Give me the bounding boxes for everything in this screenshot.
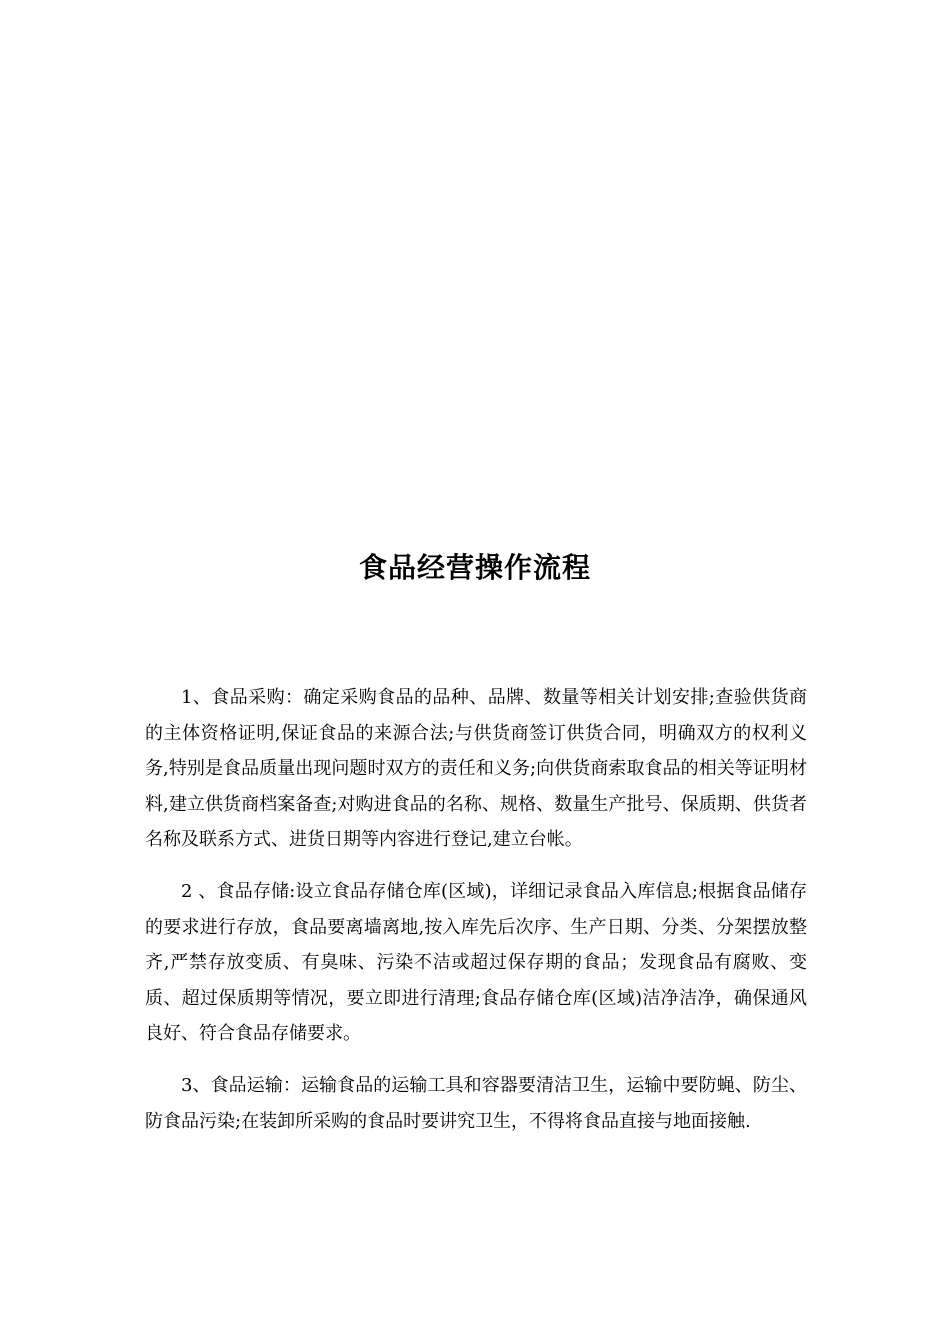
- paragraph-food-transport: 3、食品运输：运输食品的运输工具和容器要清洁卫生，运输中要防蝇、防尘、防食品污染;在装卸所采购的食品时要讲究卫生，不得将食品直接与地面接触.: [145, 1074, 807, 1132]
- document-body: [145, 680, 807, 1155]
- document-title: 食品经营操作流程: [358, 551, 591, 584]
- paragraph-food-storage: 2 、食品存储:设立食品存储仓库(区域)，详细记录食品入库信息;根据食品储存的要求进行存放，食品要离墙离地,按入库先后次序、生产日期、分类、分架摆放整齐,严禁存放变质、有臭味、污染不洁或超过保存期的食品；发现食品有腐败、变质、超过保质期等情况，要立即进行清理;食品存储仓库(区域)洁净洁净，确保通风良好、符合食品存储要求。: [145, 880, 807, 1045]
- paragraph-food-purchasing: 1、食品采购：确定采购食品的品种、品牌、数量等相关计划安排;查验供货商的主体资格证明,保证食品的来源合法;与供货商签订供货合同，明确双方的权利义务,特别是食品质量出现问题时双方的责任和义务;向供货商索取食品的相关等证明材料,建立供货商档案备查;对购进食品的名称、规格、数量生产批号、保质期、供货者名称及联系方式、进货日期等内容进行登记,建立台帐。: [145, 687, 807, 851]
